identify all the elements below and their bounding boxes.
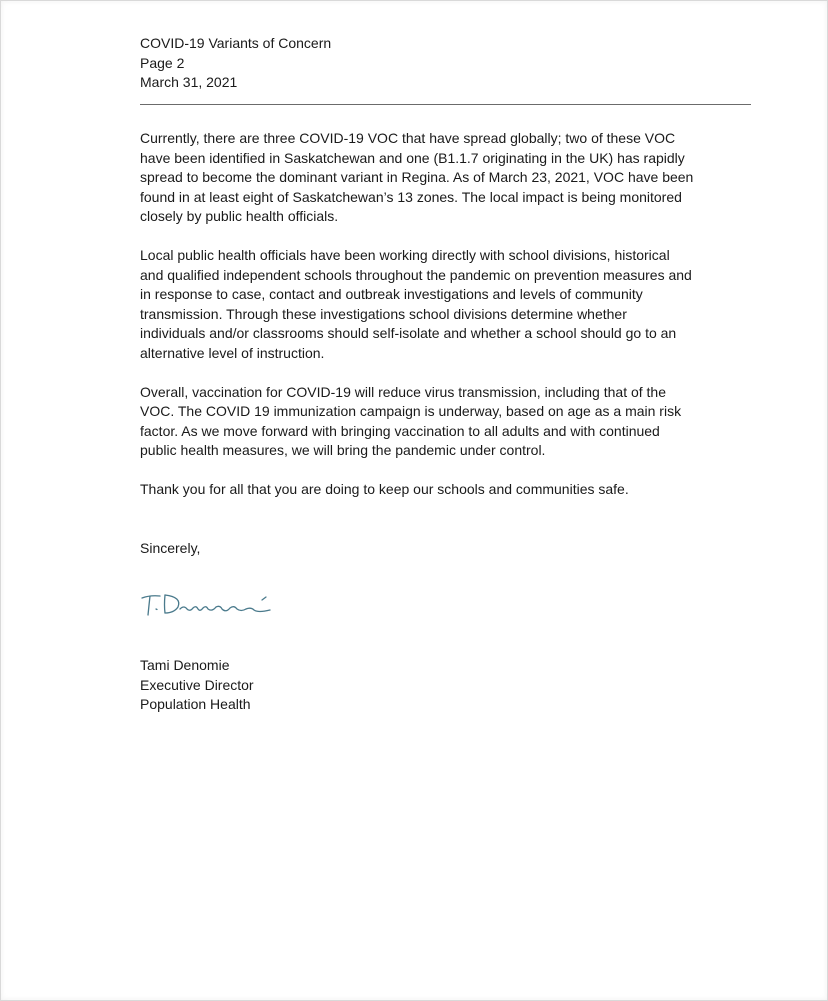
header-page-number: Page 2 [140,54,185,71]
paragraph-line: and qualified independent schools throughout the pandemic on prevention measures and [140,266,692,283]
paragraph-line: VOC. The COVID 19 immunization campaign is underway, based on age as a main risk [140,403,682,419]
letter-header [140,34,331,93]
closing-salutation: Sincerely, [140,540,201,556]
paragraph-line: transmission. Through these investigations school divisions determine whether [140,305,627,322]
paragraph-line: public health measures, we will bring the pandemic under control. [140,442,546,458]
signature-block [140,656,254,715]
paragraph-line: Currently, there are three COVID-19 VOC that have spread globally; two of these VOC [140,130,676,146]
paragraph-4 [140,480,740,500]
signatory-name: Tami Denomie [140,657,230,673]
paragraph-line: closely by public health officials. [140,208,339,224]
header-subject: COVID-19 Variants of Concern [140,35,332,51]
letter-body [140,129,740,519]
signatory-department: Population Health [140,696,251,712]
paragraph-2 [140,246,740,363]
paragraph-line: Thank you for all that you are doing to keep our schools and communities safe. [140,481,629,497]
paragraph-line: spread to become the dominant variant in Regina. As of March 23, 2021, VOC have been [140,169,694,185]
paragraph-line: factor. As we move forward with bringing vaccination to all adults and with continued [140,422,660,439]
paragraph-1 [140,129,740,227]
paragraph-line: alternative level of instruction. [140,344,325,361]
paragraph-3 [140,383,740,461]
paragraph-line: individuals and/or classrooms should self-isolate and whether a school should go to an [140,325,677,341]
paragraph-line: found in at least eight of Saskatchewan’s 13 zones. The local impact is being monitored [140,188,682,205]
handwritten-signature [138,585,288,625]
header-date: March 31, 2021 [140,74,238,90]
paragraph-line: Overall, vaccination for COVID-19 will reduce virus transmission, including that of the [140,383,666,400]
paragraph-line: in response to case, contact and outbreak investigations and levels of community [140,286,643,302]
signatory-title: Executive Director [140,676,254,693]
header-divider [140,104,751,105]
paragraph-line: Local public health officials have been working directly with school divisions, historical [140,247,670,263]
paragraph-line: have been identified in Saskatchewan and one (B1.1.7 originating in the UK) has rapidly [140,149,685,166]
